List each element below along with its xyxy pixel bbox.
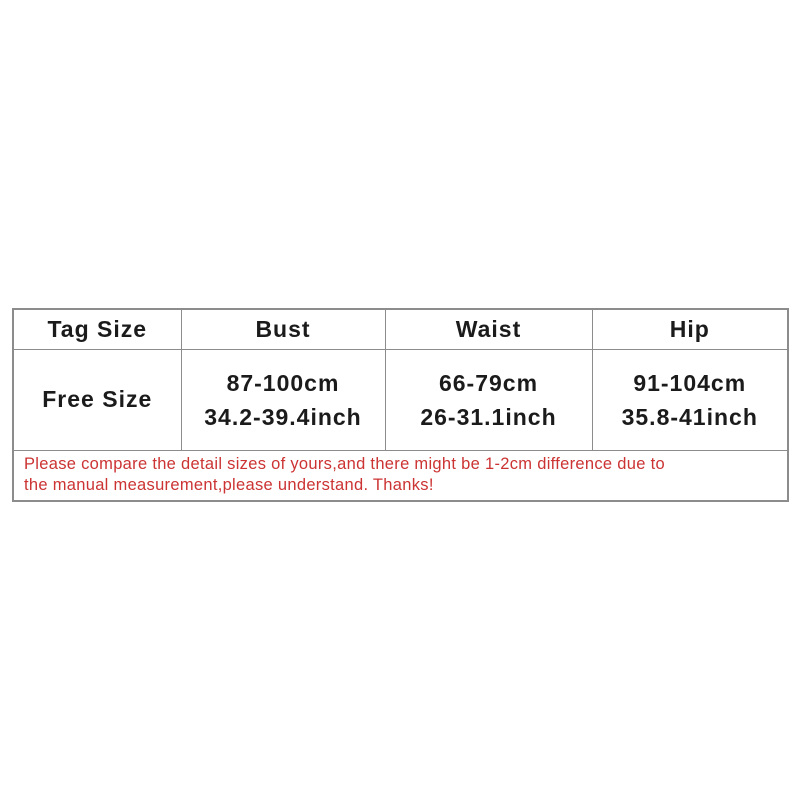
cell-waist: [385, 349, 592, 450]
note-line-2: the manual measurement,please understand. Thanks!: [24, 475, 434, 494]
hip-inch-value: 35.8-41inch: [621, 403, 758, 430]
size-chart: [12, 308, 787, 502]
waist-cm-value: 66-79cm: [438, 369, 539, 396]
note-row: [13, 450, 788, 501]
note-cell: [13, 450, 788, 501]
col-header-hip: Hip: [592, 309, 788, 349]
col-header-bust: Bust: [181, 309, 385, 349]
note-line-1: Please compare the detail sizes of yours,and there might be 1-2cm difference due to: [24, 454, 665, 473]
table-row-free-size: [13, 349, 788, 450]
cell-hip: [592, 349, 788, 450]
hip-cm-value: 91-104cm: [633, 369, 747, 396]
bust-inch-value: 34.2-39.4inch: [204, 403, 362, 430]
bust-cm-value: 87-100cm: [226, 369, 340, 396]
waist-inch-value: 26-31.1inch: [420, 403, 557, 430]
cell-bust: [181, 349, 385, 450]
col-header-waist: Waist: [385, 309, 592, 349]
cell-tag-size: Free Size: [13, 349, 181, 450]
col-header-tag-size: Tag Size: [13, 309, 181, 349]
header-row: [13, 309, 788, 349]
size-chart-table: [12, 308, 789, 502]
